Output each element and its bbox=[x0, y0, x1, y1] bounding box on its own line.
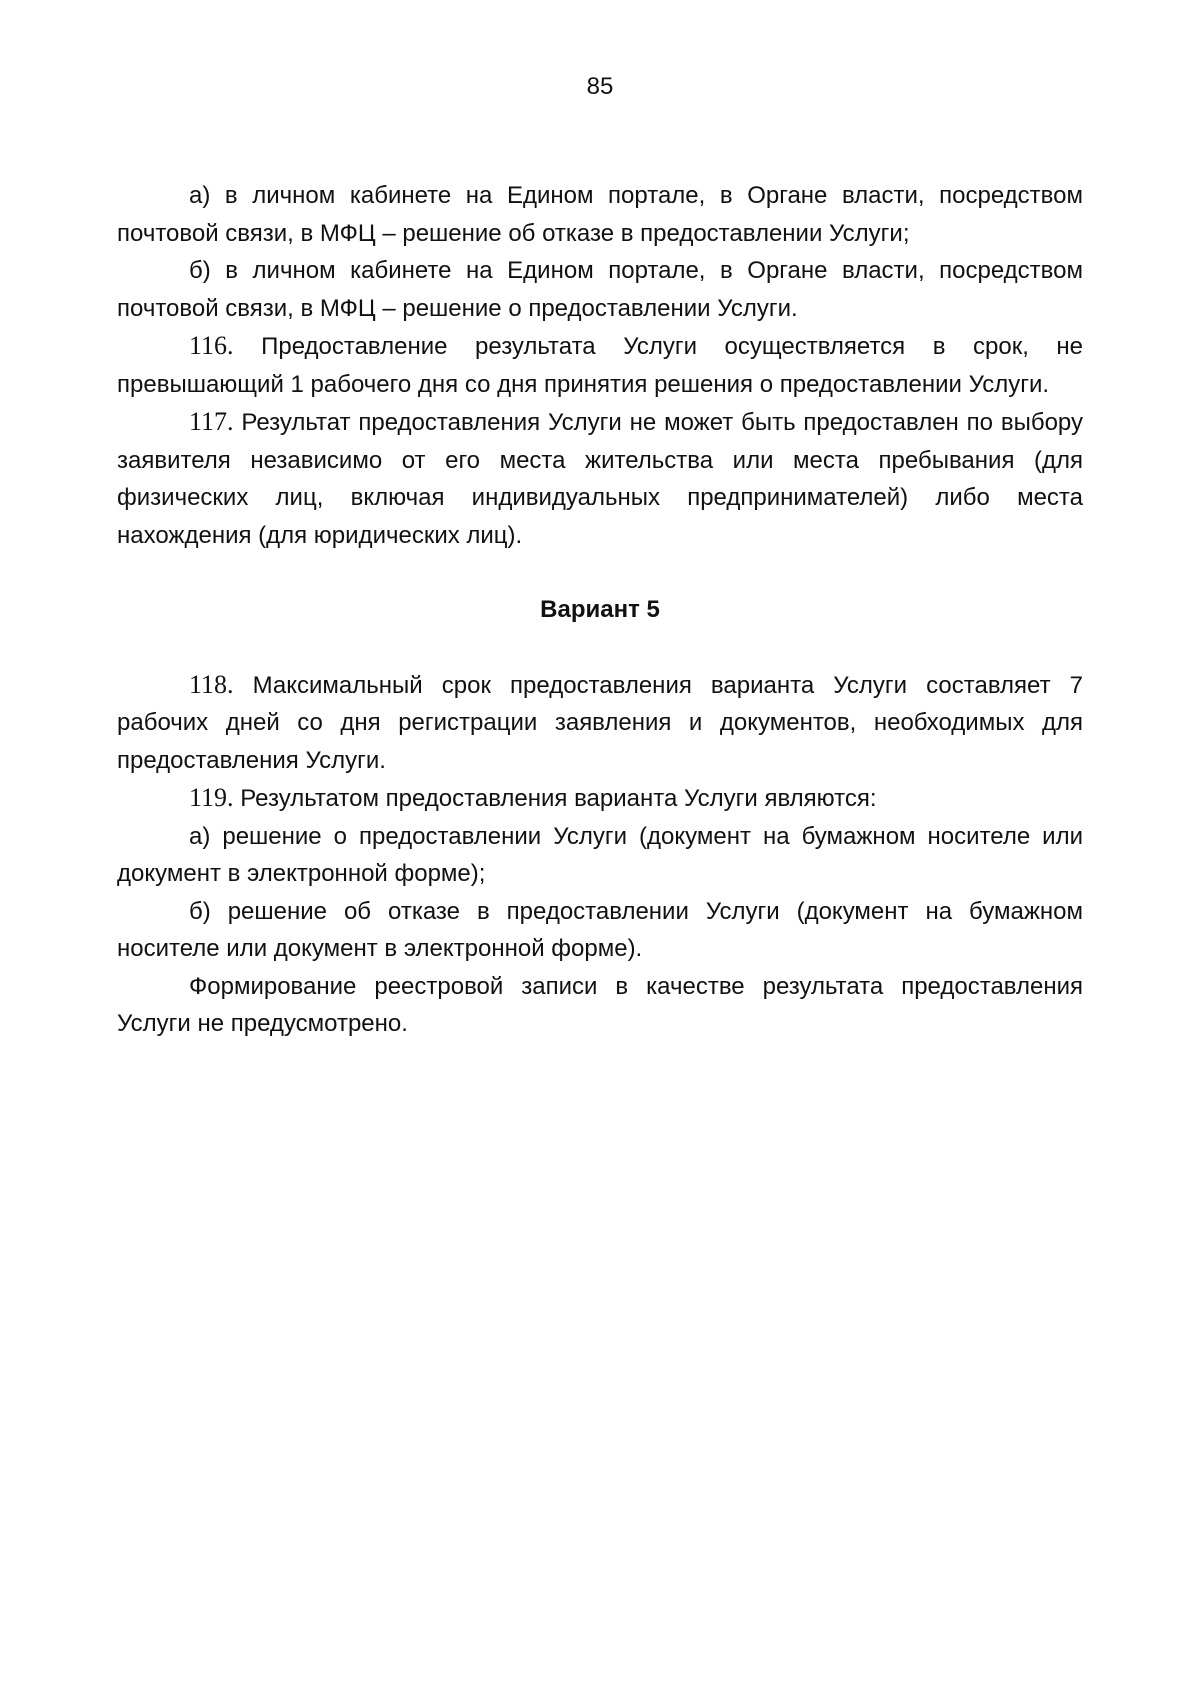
clause-118 bbox=[117, 666, 1083, 780]
paragraph-registry-record bbox=[117, 968, 1083, 1043]
clause-number: 119. bbox=[189, 783, 234, 812]
paragraph-b-refusal-decision bbox=[117, 893, 1083, 968]
paragraph-b-grant-delivery bbox=[117, 252, 1083, 327]
paragraph-a-refusal-delivery bbox=[117, 177, 1083, 252]
clause-116 bbox=[117, 327, 1083, 403]
document-body bbox=[117, 177, 1083, 1043]
paragraph-text: Результат предоставления Услуги не может быть предоставлен по выбору заявителя независимо от его места жительства или места пребывания (для физических лиц, включая индивидуальных предпринимателей) либо места нахождения (для юридических лиц). bbox=[117, 409, 1084, 549]
clause-number: 117. bbox=[189, 407, 234, 436]
paragraph-text: а) в личном кабинете на Едином портале, в Органе власти, посредством почтовой связи, в МФЦ – решение об отказе в предоставлении Услуги; bbox=[117, 182, 1083, 247]
clause-number: 118. bbox=[189, 669, 234, 699]
paragraph-text: б) в личном кабинете на Едином портале, в Органе власти, посредством почтовой связи, в МФЦ – решение о предоставлении Услуги. bbox=[117, 257, 1083, 322]
paragraph-text: а) решение о предоставлении Услуги (документ на бумажном носителе или документ в электронной форме); bbox=[117, 822, 1083, 887]
clause-117 bbox=[117, 403, 1083, 554]
paragraph-a-grant-decision bbox=[117, 818, 1083, 893]
section-heading: Вариант 5 bbox=[540, 596, 660, 623]
page-number: 85 bbox=[586, 73, 614, 100]
paragraph-text: Формирование реестровой записи в качестве результата предоставления Услуги не предусмотрено. bbox=[117, 972, 1083, 1037]
clause-number: 116. bbox=[189, 331, 234, 360]
paragraph-text: Результатом предоставления варианта Услуги являются: bbox=[240, 785, 877, 812]
paragraph-text: Предоставление результата Услуги осуществляется в срок, не превышающий 1 рабочего дня со дня принятия решения о предоставлении Услуги. bbox=[117, 333, 1083, 398]
paragraph-text: б) решение об отказе в предоставлении Услуги (документ на бумажном носителе или документ в электронной форме). bbox=[117, 897, 1083, 962]
paragraph-text: Максимальный срок предоставления варианта Услуги составляет 7 рабочих дней со дня регистрации заявления и документов, необходимых для предоставления Услуги. bbox=[117, 671, 1084, 774]
clause-119 bbox=[117, 779, 1083, 818]
